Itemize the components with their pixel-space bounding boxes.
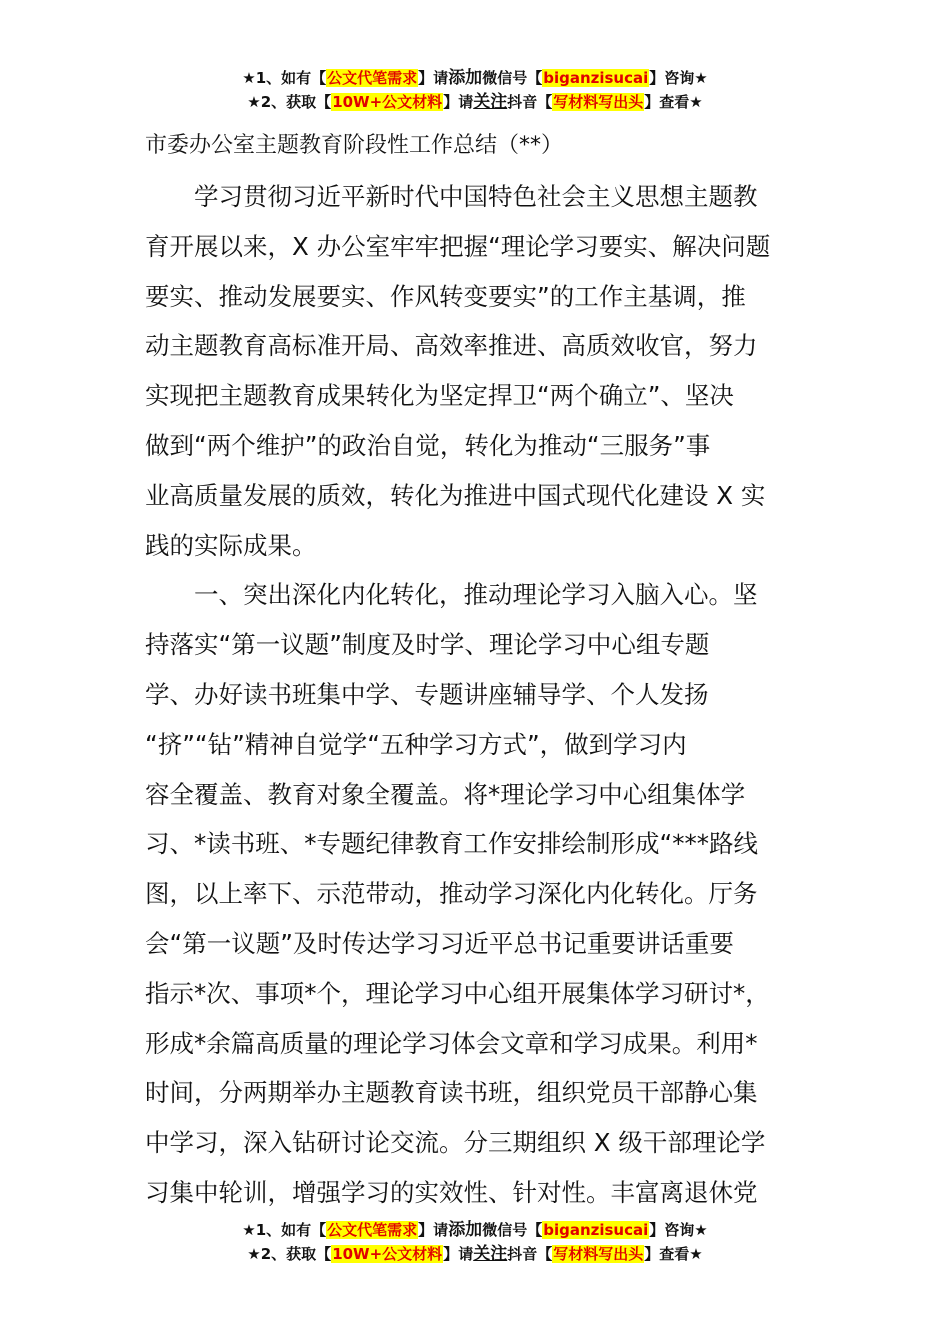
banner-text: 】查看★: [644, 93, 703, 111]
banner-text: 】咨询★: [649, 1221, 708, 1239]
banner-text: 】请: [443, 93, 474, 111]
highlight-materials: 10W+公文材料: [332, 1245, 443, 1263]
paragraph-1: [145, 172, 807, 570]
banner-text: 】请: [443, 1245, 474, 1263]
banner-text: 】咨询★: [649, 69, 708, 87]
text-line: 持落实“第一议题”制度及时学、理论学习中心组专题: [145, 630, 710, 660]
text-line: 实现把主题教育成果转化为坚定捍卫“两个确立”、坚决: [145, 381, 734, 411]
banner-emphasis: 关注: [473, 92, 508, 112]
text-line: 业高质量发展的质效，转化为推进中国式现代化建设 X 实: [145, 480, 766, 510]
text-line: 育开展以来，X 办公室牢牢把握“理论学习要实、解决问题: [145, 231, 771, 261]
banner-text: 】请: [418, 69, 449, 87]
banner-emphasis: 添加: [448, 1220, 483, 1240]
text-line: 要实、推动发展要实、作风转变要实”的工作主基调，推: [145, 281, 746, 311]
text-line: 学习贯彻习近平新时代中国特色社会主义思想主题教: [145, 182, 758, 211]
banner-text: 微信号【: [482, 1221, 543, 1239]
highlight-wechat-id: biganzisucai: [543, 1221, 649, 1239]
banner-line-1: [0, 66, 950, 90]
text-line: 做到“两个维护”的政治自觉，转化为推动“三服务”事: [145, 430, 711, 460]
text-line: 容全覆盖、教育对象全覆盖。将*理论学习中心组集体学: [145, 779, 746, 809]
text-line: “挤”“钻”精神自觉学“五种学习方式”，做到学习内: [145, 729, 687, 759]
text-line: 形成*余篇高质量的理论学习体会文章和学习成果。利用*: [145, 1028, 758, 1058]
banner-line-2: [0, 1242, 950, 1266]
banner-text: 】查看★: [644, 1245, 703, 1263]
text-line: 习集中轮训，增强学习的实效性、针对性。丰富离退休党: [145, 1177, 758, 1207]
banner-line-2: [0, 90, 950, 114]
text-line: 指示*次、事项*个，理论学习中心组开展集体学习研讨*，: [145, 978, 770, 1008]
text-line: 中学习，深入钻研讨论交流。分三期组织 X 级干部理论学: [145, 1128, 766, 1158]
highlight-materials: 10W+公文材料: [332, 93, 443, 111]
banner-text: 抖音【: [507, 93, 553, 111]
banner-text: ★1、如有【: [242, 69, 327, 87]
text-line: 图，以上率下、示范带动，推动学习深化内化转化。厅务: [145, 879, 758, 909]
highlight-ghostwriting: 公文代笔需求: [327, 69, 418, 87]
bottom-banner: [0, 1218, 950, 1266]
document-title: 市委办公室主题教育阶段性工作总结（**）: [145, 133, 564, 158]
text-line: 一、突出深化内化转化，推动理论学习入脑入心。坚: [145, 580, 758, 610]
banner-emphasis: 添加: [448, 68, 483, 88]
text-line: 践的实际成果。: [145, 530, 317, 560]
highlight-douyin: 写材料写出头: [553, 1245, 644, 1263]
text-line: 动主题教育高标准开局、高效率推进、高质效收官，努力: [145, 331, 758, 361]
banner-line-1: [0, 1218, 950, 1242]
paragraph-2: [145, 570, 807, 1217]
banner-text: ★2、获取【: [247, 1245, 332, 1263]
document-body: [145, 172, 807, 1218]
banner-text: ★1、如有【: [242, 1221, 327, 1239]
highlight-ghostwriting: 公文代笔需求: [327, 1221, 418, 1239]
banner-text: 】请: [418, 1221, 449, 1239]
banner-emphasis: 关注: [473, 1244, 508, 1264]
banner-text: 微信号【: [482, 69, 543, 87]
banner-text: ★2、获取【: [247, 93, 332, 111]
text-line: 学、办好读书班集中学、专题讲座辅导学、个人发扬: [145, 679, 709, 709]
top-banner: [0, 66, 950, 114]
highlight-wechat-id: biganzisucai: [543, 69, 649, 87]
highlight-douyin: 写材料写出头: [553, 93, 644, 111]
text-line: 时间，分两期举办主题教育读书班，组织党员干部静心集: [145, 1078, 758, 1108]
banner-text: 抖音【: [507, 1245, 553, 1263]
text-line: 习、*读书班、*专题纪律教育工作安排绘制形成“***路线: [145, 829, 758, 859]
text-line: 会“第一议题”及时传达学习习近平总书记重要讲话重要: [145, 928, 734, 958]
